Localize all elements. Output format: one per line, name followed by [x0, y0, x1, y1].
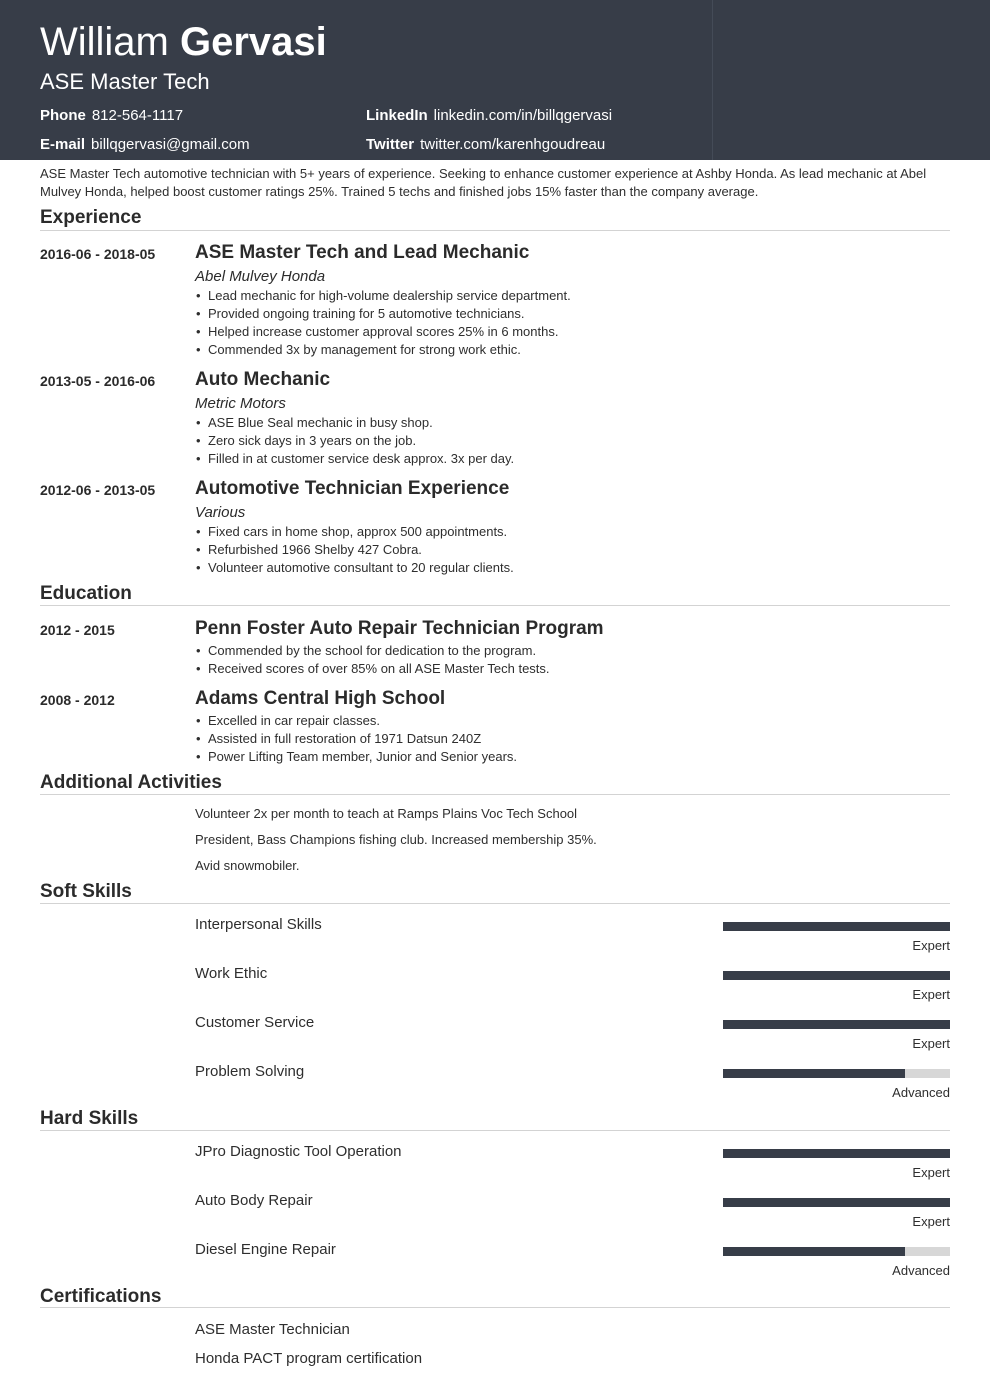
experience-dates: 2013-05 - 2016-06: [40, 373, 156, 389]
skill-bar: [723, 1198, 950, 1207]
skill-bar: [723, 922, 950, 931]
section-divider: [40, 230, 950, 231]
education-title: Adams Central High School: [195, 688, 446, 709]
contact-label: Phone: [40, 107, 86, 124]
skill-bar-fill: [723, 1069, 905, 1078]
bullet-item: • Commended 3x by management for strong work ethic.: [195, 341, 755, 359]
section-title-experience: Experience: [40, 207, 142, 228]
education-bullets: [195, 642, 755, 678]
section-divider: [40, 794, 950, 795]
skill-name: Interpersonal Skills: [195, 916, 322, 933]
bullet-item: • ASE Blue Seal mechanic in busy shop.: [195, 414, 755, 432]
bullet-item: • Zero sick days in 3 years on the job.: [195, 432, 755, 450]
skill-level: Advanced: [892, 1085, 950, 1100]
contact-email: [40, 136, 250, 154]
skill-bar-fill: [723, 922, 950, 931]
skill-bar: [723, 1149, 950, 1158]
contact-label: Twitter: [366, 136, 415, 153]
experience-bullets: [195, 414, 755, 468]
skill-bar: [723, 1247, 950, 1256]
bullet-item: • Refurbished 1966 Shelby 427 Cobra.: [195, 541, 755, 559]
bullet-item: • Helped increase customer approval scores 25% in 6 months.: [195, 323, 755, 341]
section-divider: [40, 1307, 950, 1308]
skill-name: Auto Body Repair: [195, 1192, 313, 1209]
section-title-activities: Additional Activities: [40, 772, 222, 793]
skill-bar: [723, 971, 950, 980]
contact-phone: [40, 107, 183, 125]
experience-title: Automotive Technician Experience: [195, 478, 510, 499]
education-title: Penn Foster Auto Repair Technician Program: [195, 618, 604, 639]
bullet-item: • Provided ongoing training for 5 automotive technicians.: [195, 305, 755, 323]
bullet-item: • Power Lifting Team member, Junior and Senior years.: [195, 748, 755, 766]
activity-item: President, Bass Champions fishing club. Increased membership 35%.: [195, 832, 597, 847]
experience-bullets: [195, 523, 755, 577]
experience-title: Auto Mechanic: [195, 369, 331, 390]
bullet-item: • Commended by the school for dedication to the program.: [195, 642, 755, 660]
education-dates: 2012 - 2015: [40, 622, 115, 638]
skill-bar: [723, 1020, 950, 1029]
skill-level: Expert: [912, 1214, 950, 1229]
skill-name: Diesel Engine Repair: [195, 1241, 336, 1258]
contact-value[interactable]: linkedin.com/in/billqgervasi: [433, 107, 613, 124]
skill-bar-fill: [723, 971, 950, 980]
experience-bullets: [195, 287, 755, 359]
bullet-item: • Excelled in car repair classes.: [195, 712, 755, 730]
resume-header: [0, 0, 990, 160]
experience-dates: 2016-06 - 2018-05: [40, 246, 156, 262]
experience-employer: Various: [195, 504, 246, 521]
first-name: William: [40, 20, 169, 64]
contact-linkedin: [366, 107, 612, 125]
contact-twitter: [366, 136, 605, 154]
activity-item: Volunteer 2x per month to teach at Ramps Plains Voc Tech School: [195, 806, 578, 821]
certification-item: ASE Master Technician: [195, 1321, 350, 1338]
section-divider: [40, 605, 950, 606]
skill-name: Problem Solving: [195, 1063, 305, 1080]
bullet-item: • Assisted in full restoration of 1971 Datsun 240Z: [195, 730, 755, 748]
skill-name: Customer Service: [195, 1014, 315, 1031]
certification-item: Honda PACT program certification: [195, 1350, 423, 1367]
experience-dates: 2012-06 - 2013-05: [40, 482, 156, 498]
contact-value[interactable]: twitter.com/karenhgoudreau: [420, 136, 606, 153]
skill-level: Expert: [912, 938, 950, 953]
contact-value[interactable]: 812-564-1117: [91, 107, 184, 124]
skill-bar-fill: [723, 1198, 950, 1207]
candidate-name: [40, 20, 327, 64]
bullet-item: • Lead mechanic for high-volume dealership service department.: [195, 287, 755, 305]
bullet-item: • Filled in at customer service desk approx. 3x per day.: [195, 450, 755, 468]
skill-level: Expert: [912, 1165, 950, 1180]
bullet-item: • Received scores of over 85% on all ASE Master Tech tests.: [195, 660, 755, 678]
job-title: ASE Master Tech: [40, 69, 210, 94]
activity-item: Avid snowmobiler.: [195, 858, 300, 873]
bullet-item: • Fixed cars in home shop, approx 500 appointments.: [195, 523, 755, 541]
contact-label: E-mail: [40, 136, 86, 153]
skill-level: Expert: [912, 1036, 950, 1051]
skill-level: Expert: [912, 987, 950, 1002]
skill-bar-fill: [723, 1149, 950, 1158]
contact-label: LinkedIn: [366, 107, 428, 124]
skill-bar: [723, 1069, 950, 1078]
education-bullets: [195, 712, 755, 766]
last-name: Gervasi: [180, 20, 327, 64]
bullet-item: • Volunteer automotive consultant to 20 regular clients.: [195, 559, 755, 577]
skill-name: JPro Diagnostic Tool Operation: [195, 1143, 402, 1160]
experience-employer: Abel Mulvey Honda: [195, 268, 326, 285]
section-divider: [40, 903, 950, 904]
section-title-hard-skills: Hard Skills: [40, 1108, 139, 1129]
section-title-education: Education: [40, 583, 132, 604]
summary-text: ASE Master Tech automotive technician with 5+ years of experience. Seeking to enhance customer experience at Ashby Honda. As lead mechanic at Abel Mulvey Honda, helped boost customer ratings 25%. Trained 5 techs and finished jobs 15% faster than the company average.: [40, 166, 927, 199]
experience-employer: Metric Motors: [195, 395, 286, 412]
education-dates: 2008 - 2012: [40, 692, 115, 708]
skill-bar-fill: [723, 1020, 950, 1029]
section-divider: [40, 1130, 950, 1131]
header-divider: [712, 0, 713, 160]
skill-bar-fill: [723, 1247, 905, 1256]
skill-name: Work Ethic: [195, 965, 268, 982]
experience-title: ASE Master Tech and Lead Mechanic: [195, 242, 530, 263]
skill-level: Advanced: [892, 1263, 950, 1278]
contact-value[interactable]: billqgervasi@gmail.com: [91, 136, 250, 153]
section-title-certifications: Certifications: [40, 1286, 162, 1307]
section-title-soft-skills: Soft Skills: [40, 881, 132, 902]
